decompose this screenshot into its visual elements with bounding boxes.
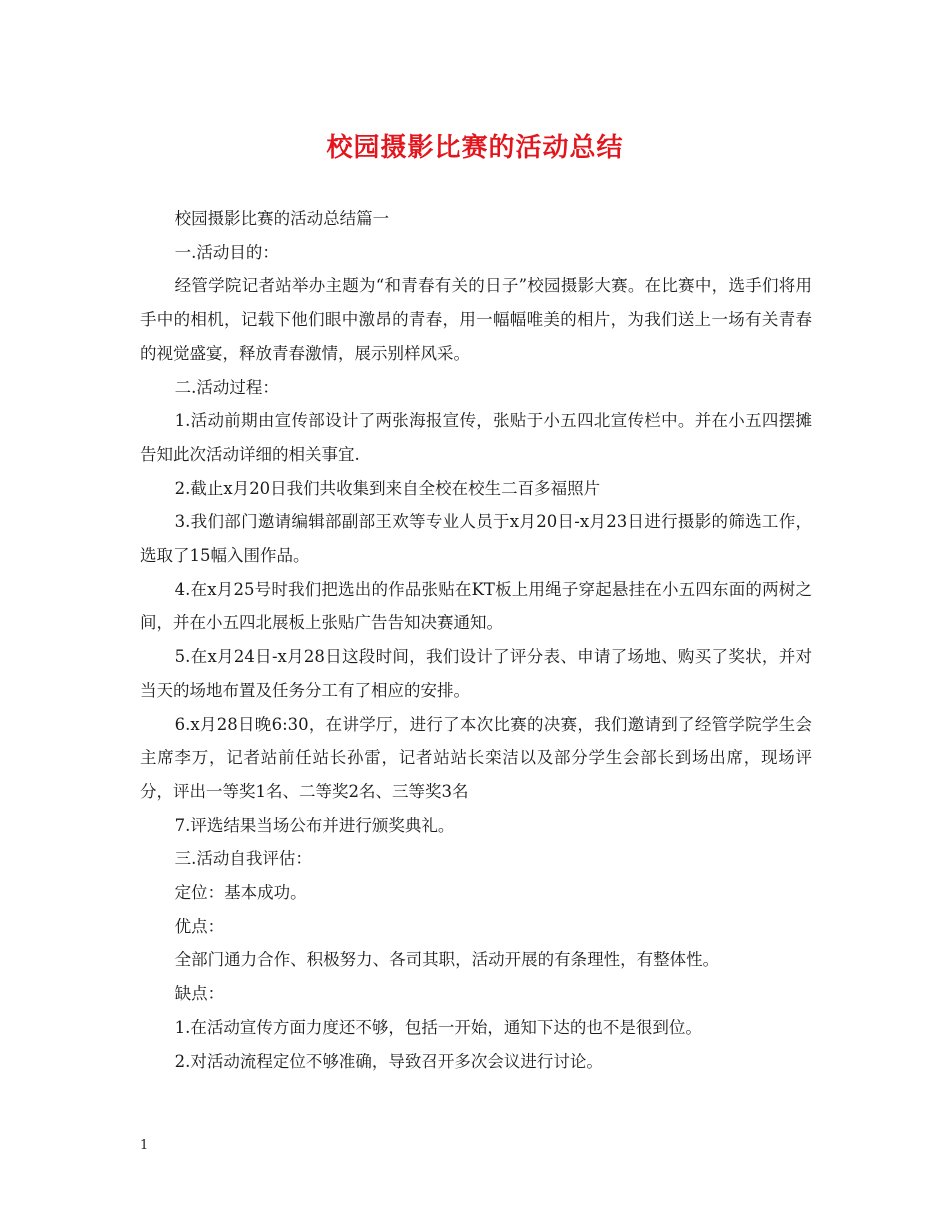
paragraph-section-heading: 校园摄影比赛的活动总结篇一 [174, 209, 390, 228]
paragraph-process-1: 1.活动前期由宣传部设计了两张海报宣传，张贴于小五四北宣传栏中。并在小五四摆摊告知此次活动详细的相关事宜. [140, 411, 812, 464]
paragraph-process-2: 2.截止x月20日我们共收集到来自全校在校生二百多福照片 [174, 478, 601, 498]
paragraph-process-5: 5.在x月24日-x月28日这段时间，我们设计了评分表、申请了场地、购买了奖状，并对当天的场地布置及任务分工有了相应的安排。 [140, 647, 812, 700]
page-number: 1 [140, 1138, 149, 1153]
document-title: 校园摄影比赛的活动总结 [326, 133, 624, 163]
paragraph-evaluation-heading: 三.活动自我评估： [174, 849, 312, 869]
paragraph-strengths-heading: 优点： [174, 916, 225, 936]
paragraph-purpose: 经管学院记者站举办主题为“和青春有关的日子”校园摄影大赛。在比赛中，选手们将用手中的相机，记载下他们眼中激昂的青春，用一幅幅唯美的相片，为我们送上一场有关青春的视觉盛宴，释放青春激情，展示别样风采。 [140, 276, 812, 363]
paragraph-purpose-heading: 一.活动目的： [174, 242, 279, 262]
paragraph-strengths: 全部门通力合作、积极努力、各司其职，活动开展的有条理性，有整体性。 [174, 950, 720, 970]
paragraph-process-7: 7.评选结果当场公布并进行颁奖典礼。 [174, 815, 455, 835]
paragraph-weaknesses-heading: 缺点： [174, 984, 225, 1004]
paragraph-positioning: 定位：基本成功。 [174, 883, 307, 903]
paragraph-process-3: 3.我们部门邀请编辑部副部王欢等专业人员于x月20日-x月23日进行摄影的筛选工作，选取了15幅入围作品。 [140, 512, 812, 566]
document-body [140, 202, 812, 1078]
paragraph-process-6: 6.x月28日晚6:30，在讲学厅，进行了本次比赛的决赛，我们邀请到了经管学院学生会主席李万，记者站前任站长孙雷，记者站站长栾洁以及部分学生会部长到场出席，现场评分，评出一等奖1名、二等奖2名、三等奖3名 [140, 714, 812, 801]
paragraph-process-4: 4.在x月25号时我们把选出的作品张贴在KT板上用绳子穿起悬挂在小五四东面的两树之间，并在小五四北展板上张贴广告告知决赛通知。 [140, 579, 812, 633]
paragraph-weakness-2: 2.对活动流程定位不够准确，导致召开多次会议进行讨论。 [174, 1051, 603, 1071]
paragraph-weakness-1: 1.在活动宣传方面力度还不够，包括一开始，通知下达的也不是很到位。 [174, 1017, 702, 1037]
paragraph-process-heading: 二.活动过程： [174, 377, 279, 397]
